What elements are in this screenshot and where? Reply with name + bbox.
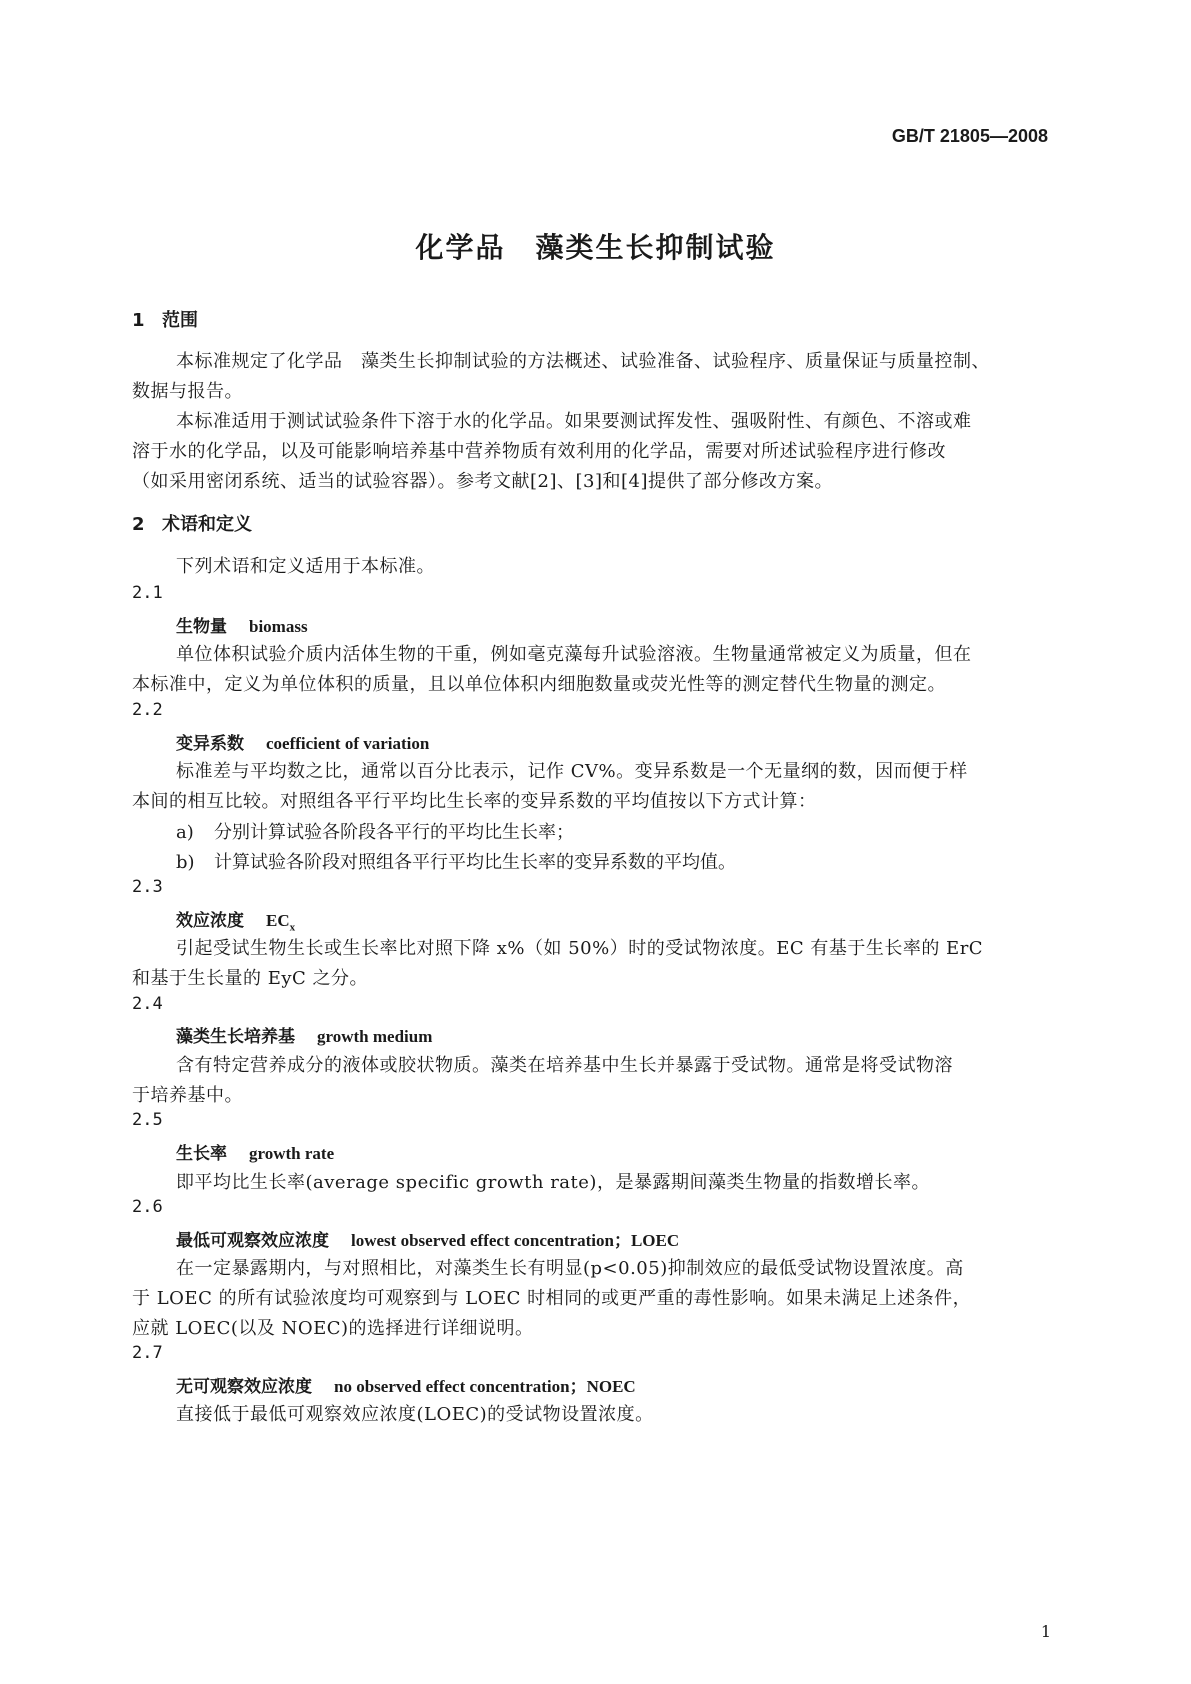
paragraph-line: 于培养基中。 [132, 1085, 243, 1106]
term-heading [176, 1226, 679, 1251]
term-en: growth rate [249, 1144, 335, 1163]
document-title: 化学品 藻类生长抑制试验 [415, 231, 776, 264]
term-number: 2.5 [132, 1110, 163, 1130]
term-en: coefficient of variation [266, 734, 430, 753]
list-text: 分别计算试验各阶段各平行的平均比生长率； [214, 822, 574, 843]
term-number: 2.1 [132, 583, 163, 603]
paragraph-line: 含有特定营养成分的液体或胶状物质。藻类在培养基中生长并暴露于受试物。通常是将受试物溶 [176, 1055, 953, 1076]
term-en: biomass [249, 617, 308, 636]
paragraph-line: 在一定暴露期内，与对照相比，对藻类生长有明显(p<0.05)抑制效应的最低受试物设置浓度。高 [176, 1258, 964, 1279]
list-item [176, 848, 736, 874]
term-en: EC [266, 911, 290, 930]
paragraph-line: 本标准规定了化学品 藻类生长抑制试验的方法概述、试验准备、试验程序、质量保证与质量控制、 [176, 351, 990, 372]
document-number: GB/T 21805—2008 [891, 126, 1048, 146]
paragraph-line: 本间的相互比较。对照组各平行平均比生长率的变异系数的平均值按以下方式计算： [132, 791, 817, 812]
term-number: 2.3 [132, 877, 163, 897]
term-heading [176, 612, 308, 637]
paragraph-line: 直接低于最低可观察效应浓度(LOEC)的受试物设置浓度。 [176, 1404, 654, 1425]
term-en: lowest observed effect concentration；LOEC [351, 1231, 680, 1250]
term-heading [176, 729, 429, 754]
section-title: 术语和定义 [162, 514, 252, 535]
term-heading [176, 1022, 432, 1047]
term-zh: 效应浓度 [176, 911, 244, 931]
paragraph-line: 本标准适用于测试试验条件下溶于水的化学品。如果要测试挥发性、强吸附性、有颜色、不溶或难 [176, 411, 972, 432]
term-zh: 藻类生长培养基 [176, 1027, 295, 1047]
paragraph-line: 引起受试生物生长或生长率比对照下降 x%（如 50%）时的受试物浓度。EC 有基于生长率的 ErC [176, 938, 984, 959]
paragraph-line: （如采用密闭系统、适当的试验容器）。参考文献[2]、[3]和[4]提供了部分修改方案。 [132, 471, 833, 492]
section-number: 2 [132, 514, 145, 535]
term-number: 2.6 [132, 1197, 163, 1217]
section-number: 1 [132, 310, 145, 331]
term-heading [176, 1139, 334, 1164]
term-zh: 变异系数 [176, 734, 244, 754]
list-item [176, 818, 574, 844]
term-heading [176, 906, 295, 933]
paragraph-line: 溶于水的化学品，以及可能影响培养基中营养物质有效利用的化学品，需要对所述试验程序进行修改 [132, 441, 946, 462]
term-zh: 生物量 [176, 617, 227, 637]
paragraph-line: 单位体积试验介质内活体生物的干重，例如毫克藻每升试验溶液。生物量通常被定义为质量，但在 [176, 644, 972, 665]
section-heading-terms [132, 510, 252, 536]
list-marker: a) [176, 822, 194, 843]
list-marker: b) [176, 852, 195, 873]
term-number: 2.4 [132, 994, 163, 1014]
term-en-subscript: x [289, 921, 296, 934]
paragraph-line: 数据与报告。 [132, 381, 243, 402]
term-zh: 无可观察效应浓度 [176, 1377, 312, 1397]
paragraph-line: 于 LOEC 的所有试验浓度均可观察到与 LOEC 时相同的或更严重的毒性影响。如果未满足上述条件， [132, 1288, 972, 1309]
term-zh: 最低可观察效应浓度 [176, 1231, 329, 1251]
paragraph-line: 即平均比生长率(average specific growth rate)，是暴露期间藻类生物量的指数增长率。 [176, 1172, 930, 1193]
section-title: 范围 [162, 310, 198, 331]
paragraph-line: 标准差与平均数之比，通常以百分比表示，记作 CV%。变异系数是一个无量纲的数，因而便于样 [176, 761, 968, 782]
section-heading-scope [132, 306, 198, 332]
term-en: no observed effect concentration；NOEC [334, 1377, 636, 1396]
term-number: 2.7 [132, 1343, 163, 1363]
term-zh: 生长率 [176, 1144, 227, 1164]
paragraph-line: 下列术语和定义适用于本标准。 [176, 556, 435, 577]
term-number: 2.2 [132, 700, 163, 720]
list-text: 计算试验各阶段对照组各平行平均比生长率的变异系数的平均值。 [214, 852, 736, 873]
paragraph-line: 应就 LOEC(以及 NOEC)的选择进行详细说明。 [132, 1318, 534, 1339]
term-en: growth medium [317, 1027, 433, 1046]
paragraph-line: 本标准中，定义为单位体积的质量，且以单位体积内细胞数量或荧光性等的测定替代生物量的测定。 [132, 674, 946, 695]
page-number: 1 [1040, 1622, 1051, 1641]
term-heading [176, 1372, 636, 1397]
paragraph-line: 和基于生长量的 EyC 之分。 [132, 968, 369, 989]
